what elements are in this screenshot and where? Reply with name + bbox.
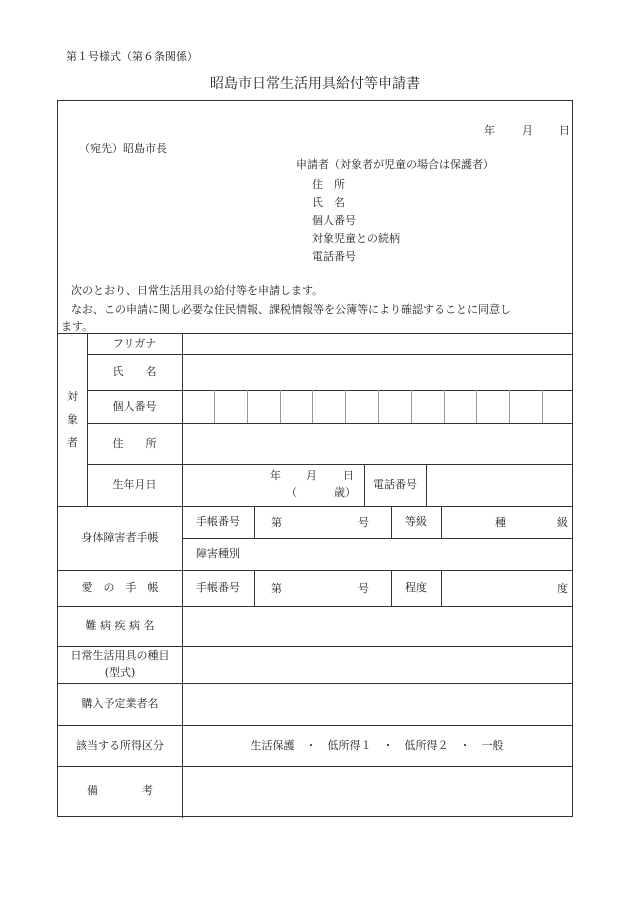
date-month: 月 xyxy=(522,124,533,137)
ai-notebook-label: 愛 の 手 帳 xyxy=(81,581,159,595)
date-year: 年 xyxy=(484,124,495,137)
statement-consent-line1: なお、この申請に関し必要な住民情報、課税情報等を公簿等により確認することに同意し xyxy=(71,303,511,316)
degree-unit: 度 xyxy=(557,582,568,595)
subject-group-label: 対 象 者 xyxy=(67,389,78,450)
applicant-phone-label: 電話番号 xyxy=(312,250,356,263)
physical-number-suffix: 号 xyxy=(358,516,369,529)
disease-label: 難 病 疾 病 名 xyxy=(85,619,155,633)
subject-phone-label: 電話番号 xyxy=(373,478,417,492)
applicant-address-label: 住 所 xyxy=(312,178,345,191)
grade-label: 等級 xyxy=(405,515,427,529)
ai-number-label: 手帳番号 xyxy=(196,581,240,595)
statement-consent-line2: ます。 xyxy=(61,320,94,333)
applicant-relation-label: 対象児童との続柄 xyxy=(312,232,400,245)
ai-number-prefix: 第 xyxy=(271,582,282,595)
ai-number-suffix: 号 xyxy=(358,582,369,595)
form-number: 第１号様式（第６条関係） xyxy=(66,50,198,63)
income-options: 生活保護 ・ 低所得１ ・ 低所得２ ・ 一般 xyxy=(250,738,504,752)
statement-apply: 次のとおり、日常生活用具の給付等を申請します。 xyxy=(71,284,324,297)
applicant-heading: 申請者（対象者が児童の場合は保護者） xyxy=(296,158,494,171)
income-label: 該当する所得区分 xyxy=(76,738,164,752)
addressee: （宛先）昭島市長 xyxy=(79,142,167,155)
birth-day: 日 xyxy=(343,469,354,482)
physical-number-label: 手帳番号 xyxy=(196,515,240,529)
applicant-name-label: 氏 名 xyxy=(312,196,345,209)
age-open: （ xyxy=(286,486,297,499)
subject-address-label: 住 所 xyxy=(112,436,157,450)
vendor-label: 購入予定業者名 xyxy=(81,697,159,711)
class-unit: 種 xyxy=(495,516,506,529)
remarks-label: 備 考 xyxy=(87,784,153,798)
physical-notebook-label: 身体障害者手帳 xyxy=(81,531,159,545)
disability-type-label: 障害種別 xyxy=(196,547,240,561)
date-day: 日 xyxy=(559,124,570,137)
furigana-label: フリガナ xyxy=(112,336,157,350)
application-form-frame xyxy=(57,100,573,817)
birth-month: 月 xyxy=(306,469,317,482)
birth-year: 年 xyxy=(270,469,281,482)
grade-unit: 級 xyxy=(557,516,568,529)
applicant-id-label: 個人番号 xyxy=(312,214,356,227)
subject-name-label: 氏 名 xyxy=(112,365,157,379)
equipment-label: 日常生活用具の種目 (型式) xyxy=(70,649,170,679)
physical-number-prefix: 第 xyxy=(271,516,282,529)
subject-id-label: 個人番号 xyxy=(112,399,157,413)
age-close: 歳） xyxy=(334,486,356,499)
birthdate-label: 生年月日 xyxy=(112,478,157,492)
document-title: 昭島市日常生活用具給付等申請書 xyxy=(210,76,420,92)
degree-label: 程度 xyxy=(405,581,427,595)
